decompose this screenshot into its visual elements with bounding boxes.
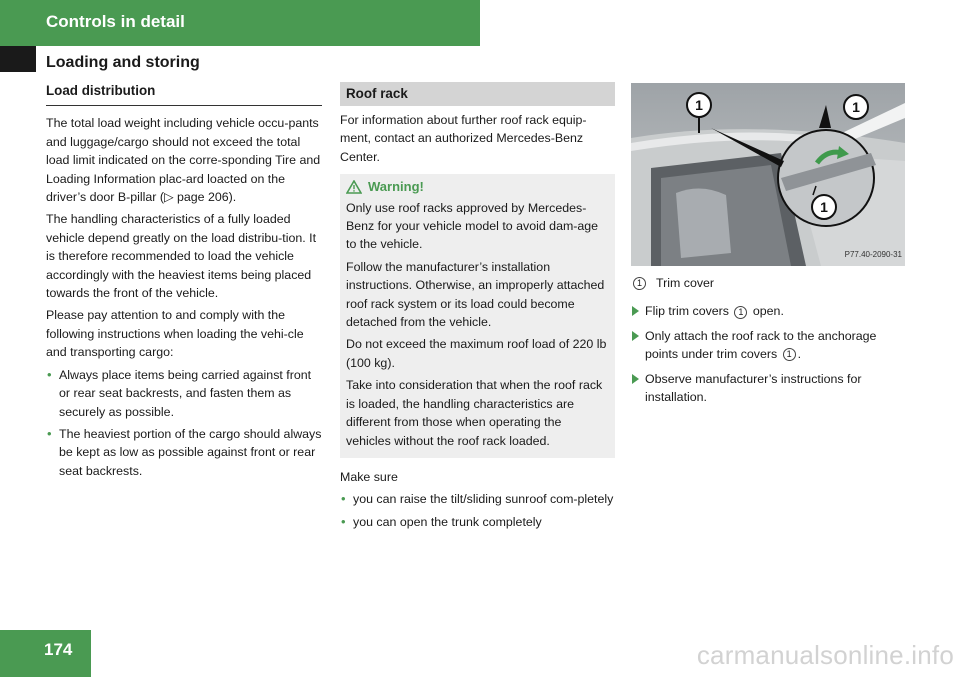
warning-title	[346, 178, 609, 196]
step-text: open.	[749, 304, 784, 319]
warning-paragraph: Take into consideration that when the roof rack is loaded, the handling characteristics are different from those when operating the vehicles without the roof rack loaded.	[346, 378, 603, 448]
load-paragraph: The handling characteristics of a fully loaded vehicle depend greatly on the load distribu-tion. It is therefore recommended to load the vehicle accordingly with the heaviest items being placed towards the front of the vehicle.	[46, 212, 317, 301]
watermark: carmanualsonline.info	[696, 640, 954, 670]
callout-number-badge: 1	[633, 277, 646, 290]
list-item	[46, 425, 322, 480]
column-roof-rack	[340, 82, 615, 535]
photo-caption	[632, 274, 910, 292]
step-text: Observe manufacturer’s instructions for installation.	[645, 371, 862, 405]
instruction-step	[632, 302, 910, 320]
warning-triangle-icon	[346, 180, 362, 194]
bullet-dot: •	[47, 366, 52, 382]
callout-number-badge: 1	[734, 306, 747, 319]
page-number-box	[0, 630, 91, 677]
list-item	[340, 513, 615, 531]
load-paragraph: Please pay attention to and comply with the following instructions when loading the vehi-cle and transporting cargo:	[46, 308, 304, 360]
chapter-header-tab	[0, 0, 480, 46]
arrow-right-icon	[632, 306, 639, 316]
chapter-title: Controls in detail	[46, 12, 185, 31]
list-item	[340, 490, 615, 508]
make-sure-label: Make sure	[340, 469, 398, 484]
arrow-right-icon	[632, 331, 639, 341]
bullet-dot: •	[47, 425, 52, 441]
roof-rack-heading: Roof rack	[340, 82, 615, 106]
callout-number: 1	[695, 97, 703, 113]
callout-number-badge: 1	[783, 348, 796, 361]
page-number: 174	[44, 640, 73, 659]
bullet-dot: •	[341, 513, 346, 529]
roof-rack-intro: For information about further roof rack equip-ment, contact an authorized Mercedes-Benz Center.	[340, 113, 587, 164]
bullet-dot: •	[341, 491, 346, 507]
instruction-step	[632, 370, 910, 407]
section-title: Loading and storing	[46, 54, 200, 71]
callout-number: 1	[852, 99, 860, 115]
warning-box	[340, 174, 615, 458]
warning-paragraph: Do not exceed the maximum roof load of 220 lb (100 kg).	[346, 337, 607, 370]
bullet-text: Always place items being carried against front or rear seat backrests, and fasten them as securely as possible.	[59, 367, 312, 419]
warning-title-text: Warning!	[368, 179, 424, 195]
step-text: Only attach the roof rack to the anchorage points under trim covers	[645, 328, 877, 362]
callout-number: 1	[820, 199, 828, 215]
column-load-distribution	[46, 82, 322, 484]
car-roof-illustration	[631, 83, 905, 266]
arrow-right-icon	[632, 374, 639, 384]
roof-trim-cover-photo	[631, 83, 905, 266]
load-distribution-heading: Load distribution	[46, 82, 322, 106]
bullet-text: you can raise the tilt/sliding sunroof com-pletely	[353, 492, 614, 507]
instruction-step	[632, 327, 910, 364]
bullet-text: you can open the trunk completely	[353, 514, 542, 529]
warning-paragraph: Only use roof racks approved by Mercedes-Benz for your vehicle model to avoid dam-age to the vehicle.	[346, 200, 599, 252]
caption-text: Trim cover	[656, 276, 715, 290]
load-paragraph: The total load weight including vehicle occu-pants and luggage/cargo should not exceed the total load limit indicated on the corre-sponding Tire and Loading Information plac-ard loacted on the driver’s door B-pillar (▷ page 206).	[46, 116, 321, 205]
list-item	[46, 366, 322, 421]
step-text: Flip trim covers	[645, 304, 733, 319]
warning-paragraph: Follow the manufacturer’s installation instructions. Otherwise, an improperly attached roof rack system or its load could become detached from the vehicle.	[346, 259, 605, 330]
step-text: .	[797, 347, 802, 362]
bullet-text: The heaviest portion of the cargo should always be kept as low as possible against front or rear seat backrests.	[59, 426, 322, 478]
photo-code: P77.40-2090-31	[844, 249, 902, 259]
header-corner-block	[0, 46, 36, 72]
column-photo-instructions	[632, 82, 910, 412]
